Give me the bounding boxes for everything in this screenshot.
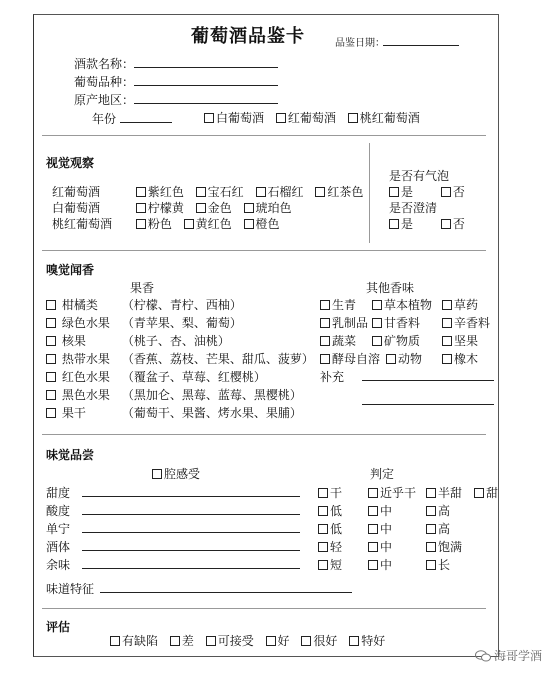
checkbox[interactable] [372,300,382,310]
finish-line[interactable] [82,568,300,569]
checkbox[interactable] [256,187,266,197]
checkbox[interactable] [442,318,452,328]
rating-very-good[interactable]: 很好 [301,632,337,649]
opt-lemon[interactable]: 柠檬黄 [136,199,184,216]
checkbox[interactable] [320,318,330,328]
checkbox[interactable] [441,187,451,197]
checkbox[interactable] [206,636,216,646]
acidity-line[interactable] [82,514,300,515]
checkbox[interactable] [318,560,328,570]
checkbox[interactable] [386,354,396,364]
wechat-icon [475,650,491,662]
visual-row-white: 白葡萄酒 柠檬黄 金色 琥珀色 [52,201,292,215]
taste-label: 酸度 [46,504,71,518]
checkbox[interactable] [426,506,436,516]
checkbox[interactable] [136,187,146,197]
clear-yes[interactable]: 是 [389,215,413,232]
bubbles-question: 是否有气泡 [389,169,450,183]
divider [42,135,486,136]
checkbox[interactable] [204,113,214,123]
checkbox[interactable] [442,336,452,346]
origin-line[interactable] [134,103,278,104]
checkbox[interactable] [389,219,399,229]
visual-title: 视觉观察 [46,156,95,170]
checkbox[interactable] [318,524,328,534]
type-rose[interactable]: 桃红葡萄酒 [348,109,420,126]
grape-line[interactable] [134,85,278,86]
rating-outstanding[interactable]: 特好 [349,632,385,649]
checkbox[interactable] [349,636,359,646]
checkbox[interactable] [318,488,328,498]
tannin-options [318,520,450,537]
visual-row-red: 红葡萄酒 紫红色 宝石红 石榴红 红茶色 [52,185,364,199]
other-autolysis[interactable]: 酵母自溶 [320,350,378,367]
taste-label: 酒体 [46,540,71,554]
opt-light[interactable]: 轻 [318,538,360,555]
checkbox[interactable] [368,488,378,498]
opt-long[interactable]: 长 [426,556,450,573]
clear-question: 是否澄清 [389,201,438,215]
other-veg[interactable]: 蔬菜 [320,332,364,349]
checkbox[interactable] [348,113,358,123]
opt-amber[interactable]: 琥珀色 [244,199,292,216]
checkbox[interactable] [46,372,56,382]
checkbox[interactable] [136,203,146,213]
taste-title: 味觉品尝 [46,448,95,462]
clear-options [389,215,465,232]
clear-no[interactable]: 否 [441,215,465,232]
opt-orange[interactable]: 橙色 [244,215,280,232]
checkbox[interactable] [368,524,378,534]
checkbox[interactable] [442,300,452,310]
other-title: 其他香味 [366,281,415,295]
rating-title: 评估 [46,620,71,634]
opt-low[interactable]: 低 [318,502,360,519]
rating-options [110,632,385,649]
checkbox[interactable] [315,187,325,197]
other-oak[interactable]: 橡木 [442,350,478,367]
rating-poor[interactable]: 差 [170,632,194,649]
opt-medium[interactable]: 中 [368,520,418,537]
vintage-line[interactable] [120,122,172,123]
checkbox[interactable] [426,560,436,570]
date-label: 品鉴日期： [335,38,385,49]
checkbox[interactable] [474,488,484,498]
watermark: 海哥学酒 [475,647,542,664]
body-options [318,538,462,555]
checkbox[interactable] [152,469,162,479]
checkbox[interactable] [442,354,452,364]
checkbox[interactable] [46,300,56,310]
fruit-item[interactable]: 柑橘类 （柠檬、青柠、西柚） [46,296,242,313]
type-white[interactable]: 白葡萄酒 [204,109,264,126]
visual-row-rose: 桃红葡萄酒 粉色 黄红色 橙色 [52,217,280,231]
card-title: 葡萄酒品鉴卡 [191,26,305,47]
vintage-label: 年份 [92,112,117,126]
checkbox[interactable] [368,560,378,570]
opt-off-dry[interactable]: 近乎干 [368,484,418,501]
checkbox[interactable] [426,524,436,534]
divider [42,608,486,609]
checkbox[interactable] [320,336,330,346]
checkbox[interactable] [441,219,451,229]
checkbox[interactable] [244,219,254,229]
opt-medium-sweet[interactable]: 半甜 [426,484,466,501]
wine-type-options [204,109,420,126]
checkbox[interactable] [184,219,194,229]
checkbox[interactable] [320,300,330,310]
checkbox[interactable] [244,203,254,213]
supplement-line-1[interactable] [362,380,494,381]
other-nut[interactable]: 坚果 [442,332,478,349]
other-row [320,314,490,331]
opt-full[interactable]: 饱满 [426,538,462,555]
bubbles-no[interactable]: 否 [441,183,465,200]
checkbox[interactable] [318,542,328,552]
mouthfeel-option[interactable]: 腔感受 [152,465,200,482]
fruit-item[interactable]: 热带水果 （香蕉、荔枝、芒果、甜瓜、菠萝） [46,350,314,367]
opt-medium[interactable]: 中 [368,538,418,555]
checkbox[interactable] [318,506,328,516]
checkbox[interactable] [372,318,382,328]
tasting-card [33,14,499,657]
grape-label: 葡萄品种： [74,75,135,89]
fruit-item[interactable]: 黑色水果 （黑加仑、黑莓、蓝莓、黑樱桃） [46,386,302,403]
type-red[interactable]: 红葡萄酒 [276,109,336,126]
opt-medium[interactable]: 中 [368,556,418,573]
rating-defective[interactable]: 有缺陷 [110,632,158,649]
checkbox[interactable] [136,219,146,229]
other-row [320,332,478,349]
tannin-line[interactable] [82,532,300,533]
fruit-item[interactable]: 绿色水果 （青苹果、梨、葡萄） [46,314,242,331]
checkbox[interactable] [46,390,56,400]
opt-tawny[interactable]: 红茶色 [315,183,363,200]
checkbox[interactable] [46,336,56,346]
bubbles-yes[interactable]: 是 [389,183,413,200]
divider [42,250,486,251]
checkbox[interactable] [46,318,56,328]
feature-line[interactable] [100,592,352,593]
checkbox[interactable] [426,542,436,552]
taste-label: 单宁 [46,522,71,536]
other-row [320,350,478,367]
opt-yellow-red[interactable]: 黄红色 [184,215,232,232]
other-green[interactable]: 生青 [320,296,364,313]
checkbox[interactable] [46,354,56,364]
other-herb[interactable]: 草本植物 [372,296,434,313]
divider [42,434,486,435]
sweetness-options [318,484,498,501]
opt-pink[interactable]: 粉色 [136,215,172,232]
other-animal[interactable]: 动物 [386,350,434,367]
acidity-options [318,502,450,519]
opt-dry[interactable]: 干 [318,484,360,501]
wine-name-label: 酒款名称： [74,57,135,71]
taste-label: 甜度 [46,486,71,500]
date-line[interactable] [383,45,459,46]
checkbox[interactable] [389,187,399,197]
checkbox[interactable] [372,336,382,346]
checkbox[interactable] [320,354,330,364]
checkbox[interactable] [170,636,180,646]
origin-label: 原产地区： [74,93,135,107]
rating-good[interactable]: 好 [266,632,290,649]
visual-vertical-divider [369,143,370,243]
opt-medium[interactable]: 中 [368,502,418,519]
sweetness-line[interactable] [82,496,300,497]
opt-high[interactable]: 高 [426,502,450,519]
finish-options [318,556,450,573]
other-herbal[interactable]: 草药 [442,296,478,313]
opt-short[interactable]: 短 [318,556,360,573]
other-mineral[interactable]: 矿物质 [372,332,434,349]
fruit-item[interactable]: 红色水果 （覆盆子、草莓、红樱桃） [46,368,266,385]
opt-sweet[interactable]: 甜 [474,484,498,501]
opt-gold[interactable]: 金色 [196,199,232,216]
other-pungent-spice[interactable]: 辛香料 [442,314,490,331]
bubbles-options [389,183,465,200]
fruit-item[interactable]: 核果 （桃子、杏、油桃） [46,332,230,349]
checkbox[interactable] [46,408,56,418]
checkbox[interactable] [426,488,436,498]
supplement-label: 补充 [320,370,345,384]
opt-ruby[interactable]: 宝石红 [196,183,244,200]
fruit-item[interactable]: 果干 （葡萄干、果酱、烤水果、果脯） [46,404,302,421]
other-sweet-spice[interactable]: 甘香料 [372,314,434,331]
other-row [320,296,478,313]
checkbox[interactable] [196,203,206,213]
other-dairy[interactable]: 乳制品 [320,314,364,331]
feature-label: 味道特征 [46,582,95,596]
checkbox[interactable] [110,636,120,646]
checkbox[interactable] [368,506,378,516]
opt-low[interactable]: 低 [318,520,360,537]
checkbox[interactable] [196,187,206,197]
supplement-line-2[interactable] [362,404,494,405]
checkbox[interactable] [301,636,311,646]
smell-title: 嗅觉闻香 [46,263,95,277]
opt-purple-red[interactable]: 紫红色 [136,183,184,200]
wine-name-line[interactable] [134,67,278,68]
checkbox[interactable] [276,113,286,123]
judge-title: 判定 [370,467,395,481]
rating-acceptable[interactable]: 可接受 [206,632,254,649]
opt-high[interactable]: 高 [426,520,450,537]
taste-label: 余味 [46,558,71,572]
checkbox[interactable] [266,636,276,646]
body-line[interactable] [82,550,300,551]
checkbox[interactable] [368,542,378,552]
fruit-title: 果香 [130,281,155,295]
opt-garnet[interactable]: 石榴红 [256,183,304,200]
